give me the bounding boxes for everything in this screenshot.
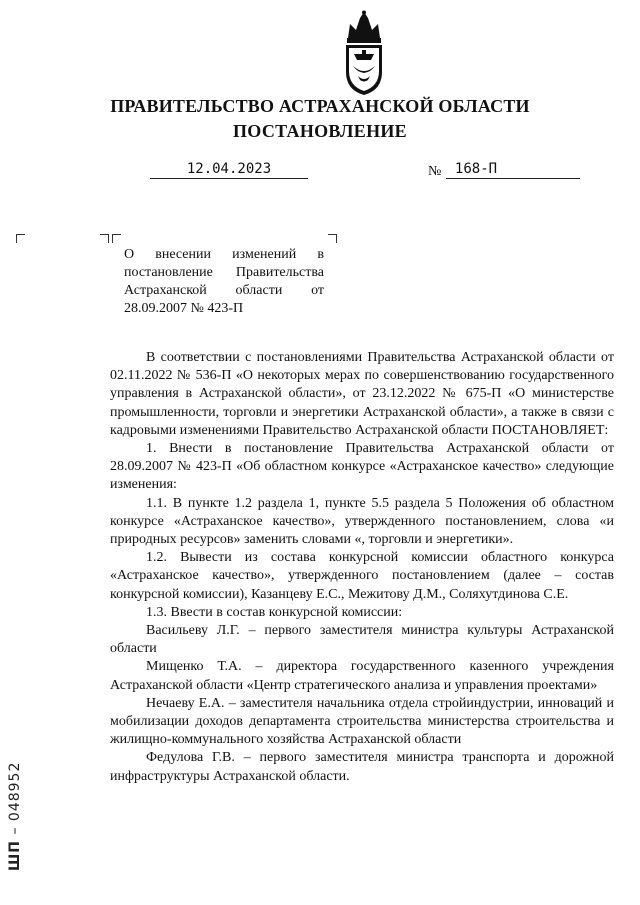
document-type-title: ПОСТАНОВЛЕНИЕ [233,121,407,141]
document-number: 168-П [454,161,498,177]
member-entry: Федулова Г.В. – первого заместителя министра транспорта и дорожной инфраструктуры Астраханской области. [110,750,614,784]
member-entry: Мищенко Т.А. – директора государственного казенного учреждения Астраханской области «Центр стратегического анализа и управления проектами» [110,659,614,693]
document-subject [124,246,324,318]
clause-1: 1. Внести в постановление Правительства Астраханской области от 28.09.2007 № 423-П «Об областном конкурсе «Астраханское качество» следующие изменения: [110,441,614,493]
clause-1-2: 1.2. Вывести из состава конкурсной комиссии областного конкурса «Астраханское качество», утвержденного постановлением (далее – состав конкурсной комиссии), Казанцеву Е.С., Межитову Д.М., Соляхутдинова С.Е. [110,550,614,602]
date-underline [150,178,308,179]
coat-of-arms-icon [338,10,390,96]
serial-series: ШП [7,839,23,871]
serial-number: 048952 [7,761,23,822]
document-date: 12.04.2023 [186,161,272,177]
corner-mark [100,234,109,243]
preamble-paragraph: В соответствии с постановлениями Правительства Астраханской области от 02.11.2022 № 536-П «О некоторых мерах по совершенствованию государственного управления в Астраханской области», от 23.12.2022 № 675-П «О министерстве промышленности, торговли и энергетики Астраханской области», а также в связи с кадровыми изменениями Правительство Астраханской области ПОСТАНОВЛЯЕТ: [110,350,614,438]
member-entry: Васильеву Л.Г. – первого заместителя министра культуры Астраханской области [110,623,614,657]
subject-line: постановление Правительства [124,265,324,280]
number-underline [446,178,580,179]
corner-mark [16,234,25,243]
subject-line: Астраханской области от [124,283,324,298]
corner-mark [112,234,121,243]
form-serial-number [7,721,27,871]
corner-mark [328,234,337,243]
clause-1-1: 1.1. В пункте 1.2 раздела 1, пункте 5.5 раздела 5 Положения об областном конкурсе «Астраханское качество», утвержденного постановлением, слова «и природных ресурсов» заменить словами «, торговли и энергетики». [110,495,614,548]
member-entry: Нечаеву Е.А. – заместителя начальника отдела стройиндустрии, инноваций и мобилизации доходов департамента строительства министерства строительства и жилищно-коммунального хозяйства Астраханской области [110,695,614,748]
government-title: ПРАВИТЕЛЬСТВО АСТРАХАНСКОЙ ОБЛАСТИ [110,96,530,116]
subject-line: 28.09.2007 № 423-П [124,301,244,316]
subject-line: О внесении изменений в [124,247,324,262]
document-body [110,349,614,786]
clause-1-3: 1.3. Ввести в состав конкурсной комиссии: [146,604,403,620]
serial-dash: – [7,821,23,840]
number-sign: № [428,164,442,179]
